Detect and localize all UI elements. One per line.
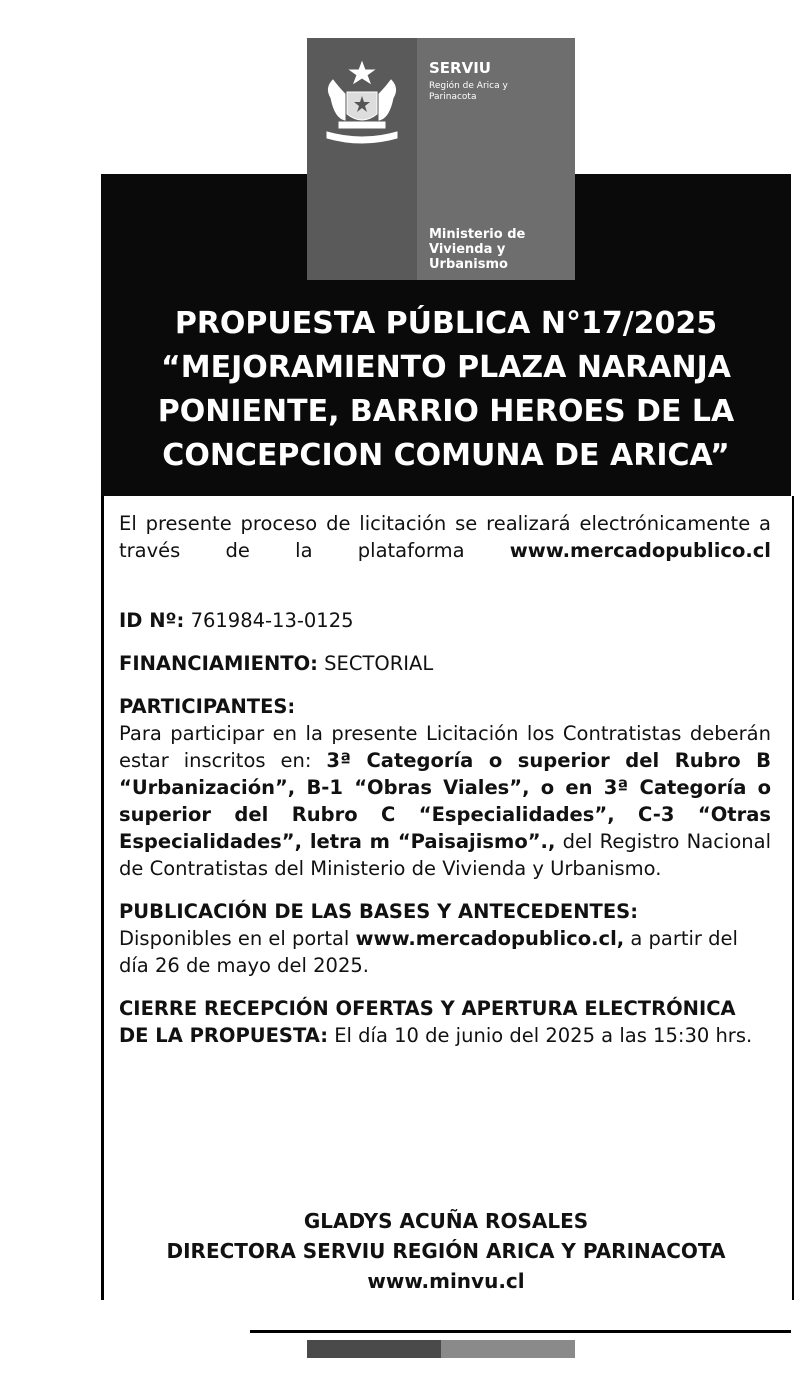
participants-categories: 3ª Categoría o superior del Rubro B “Urbanización”, B-1 “Obras Viales”, o en 3ª Categoría o superior del Rubro C “Especialidades”, C-3 “Otras Especialidades”, letra m “Paisajismo”., xyxy=(119,749,771,853)
footer-bar-dark xyxy=(307,1340,441,1358)
intro-paragraph xyxy=(119,510,771,591)
serviu-logo xyxy=(307,38,575,280)
logo-region: Región de Arica y Parinacota xyxy=(429,81,508,102)
footer-bar xyxy=(307,1340,575,1358)
closing-heading: CIERRE RECEPCIÓN OFERTAS Y APERTURA ELECTRÓNICA DE LA PROPUESTA: xyxy=(119,997,736,1047)
publication-heading: PUBLICACIÓN DE LAS BASES Y ANTECEDENTES: xyxy=(119,900,638,923)
participants-text-1: Para participar en la presente Licitación los Contratistas deberán estar inscritos en: xyxy=(119,722,771,772)
participants-text-2: del Registro Nacional de Contratistas del Ministerio de Vivienda y Urbanismo. xyxy=(119,830,772,880)
financing-line xyxy=(119,650,771,677)
coat-of-arms-icon xyxy=(321,58,403,150)
footer-bar-light xyxy=(441,1340,575,1358)
title-line-2: “MEJORAMIENTO PLAZA NARANJA xyxy=(161,350,731,385)
signature-position: DIRECTORA SERVIU REGIÓN ARICA Y PARINACOTA xyxy=(166,1239,726,1263)
id-line xyxy=(119,607,771,634)
publication-link: www.mercadopublico.cl, xyxy=(355,927,625,950)
logo-emblem-panel xyxy=(307,38,417,280)
logo-org-name: SERVIU xyxy=(429,59,491,77)
publication-text-2: a partir del día 26 de mayo del 2025. xyxy=(119,927,738,977)
publication-text-1: Disponibles en el portal xyxy=(119,927,350,950)
financing-value: SECTORIAL xyxy=(324,652,434,675)
signature-website: www.minvu.cl xyxy=(367,1269,525,1293)
publication-paragraph xyxy=(119,898,771,979)
bottom-divider xyxy=(250,1330,791,1333)
logo-ministry: Ministerio de Vivienda y Urbanismo xyxy=(429,227,526,272)
intro-text: El presente proceso de licitación se realizará electrónicamente a través de la plataforma xyxy=(119,512,771,562)
participants-heading: PARTICIPANTES: xyxy=(119,695,296,718)
page-title xyxy=(101,302,791,478)
closing-paragraph xyxy=(119,995,771,1049)
title-line-3: PONIENTE, BARRIO HEROES DE LA xyxy=(157,394,735,429)
id-label: ID Nº: xyxy=(119,609,185,632)
participants-paragraph xyxy=(119,693,771,882)
closing-text: El día 10 de junio del 2025 a las 15:30 hrs. xyxy=(334,1024,753,1047)
logo-text-panel xyxy=(417,38,575,280)
signature-name: GLADYS ACUÑA ROSALES xyxy=(303,1209,589,1233)
signature-block xyxy=(101,1206,791,1296)
title-line-1: PROPUESTA PÚBLICA N°17/2025 xyxy=(174,306,718,341)
intro-link: www.mercadopublico.cl xyxy=(509,539,771,562)
id-value: 761984-13-0125 xyxy=(190,609,354,632)
notice-content xyxy=(119,510,771,1065)
financing-label: FINANCIAMIENTO: xyxy=(119,652,318,675)
title-line-4: CONCEPCION COMUNA DE ARICA” xyxy=(162,438,730,473)
